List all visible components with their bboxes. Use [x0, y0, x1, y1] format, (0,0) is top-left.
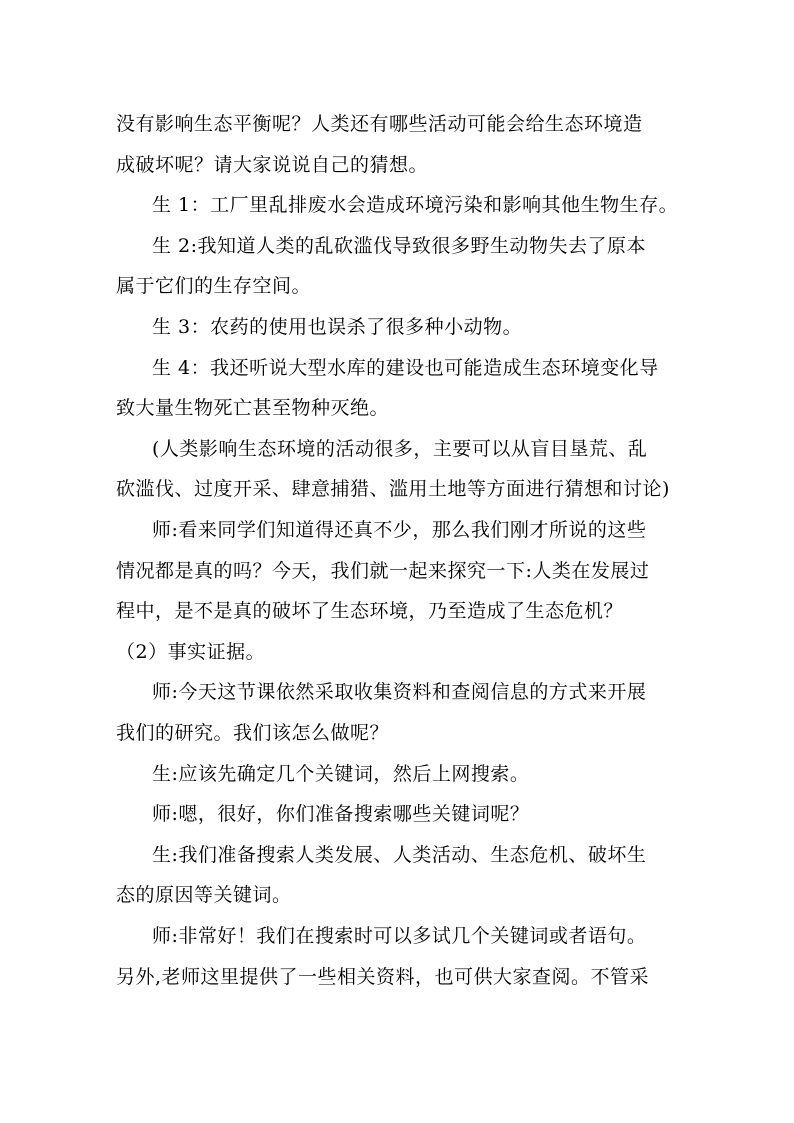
- text-line: 砍滥伐、过度开采、肆意捕猎、滥用土地等方面进行猜想和讨论): [116, 478, 670, 501]
- text-line: 师:非常好！我们在搜索时可以多试几个关键词或者语句。: [152, 925, 647, 947]
- text-line: 生:应该先确定几个关键词，然后上网搜索。: [152, 762, 530, 785]
- text-line: 生 2:我知道人类的乱砍滥伐导致很多野生动物失去了原本: [152, 234, 647, 257]
- text-line: 师:看来同学们知道得还真不少，那么我们刚才所说的这些: [152, 519, 647, 541]
- text-line: 另外,老师这里提供了一些相关资料，也可供大家查阅。不管采: [116, 965, 650, 988]
- text-line: 没有影响生态平衡呢？人类还有哪些活动可能会给生态环境造: [116, 113, 643, 135]
- text-line: 程中，是不是真的破坏了生态环境，乃至造成了生态危机？: [116, 600, 624, 623]
- text-line: 生 1：工厂里乱排废水会造成环境污染和影响其他生物生存。: [152, 194, 679, 217]
- text-line: 致大量生物死亡甚至物种灭绝。: [116, 397, 390, 420]
- text-line: 师:今天这节课依然采取收集资料和查阅信息的方式来开展: [152, 681, 647, 704]
- text-line: 态的原因等关键词。: [116, 884, 292, 907]
- text-line: 师:嗯，很好，你们准备搜索哪些关键词呢？: [152, 803, 530, 826]
- text-line: 生 4：我还听说大型水库的建设也可能造成生态环境变化导: [152, 356, 659, 379]
- text-line: 属于它们的生存空间。: [116, 275, 312, 298]
- text-line: 情况都是真的吗？今天，我们就一起来探究一下:人类在发展过: [116, 559, 650, 582]
- text-line: (人类影响生态环境的活动很多，主要可以从盲目垦荒、乱: [152, 437, 648, 460]
- text-line: （2）事实证据。: [116, 640, 266, 663]
- text-line: 成破坏呢？请大家说说自己的猜想。: [116, 153, 429, 176]
- text-line: 我们的研究。我们该怎么做呢？: [116, 722, 390, 744]
- text-line: 生 3：农药的使用也误杀了很多种小动物。: [152, 316, 523, 338]
- text-line: 生:我们准备搜索人类发展、人类活动、生态危机、破坏生: [152, 843, 647, 866]
